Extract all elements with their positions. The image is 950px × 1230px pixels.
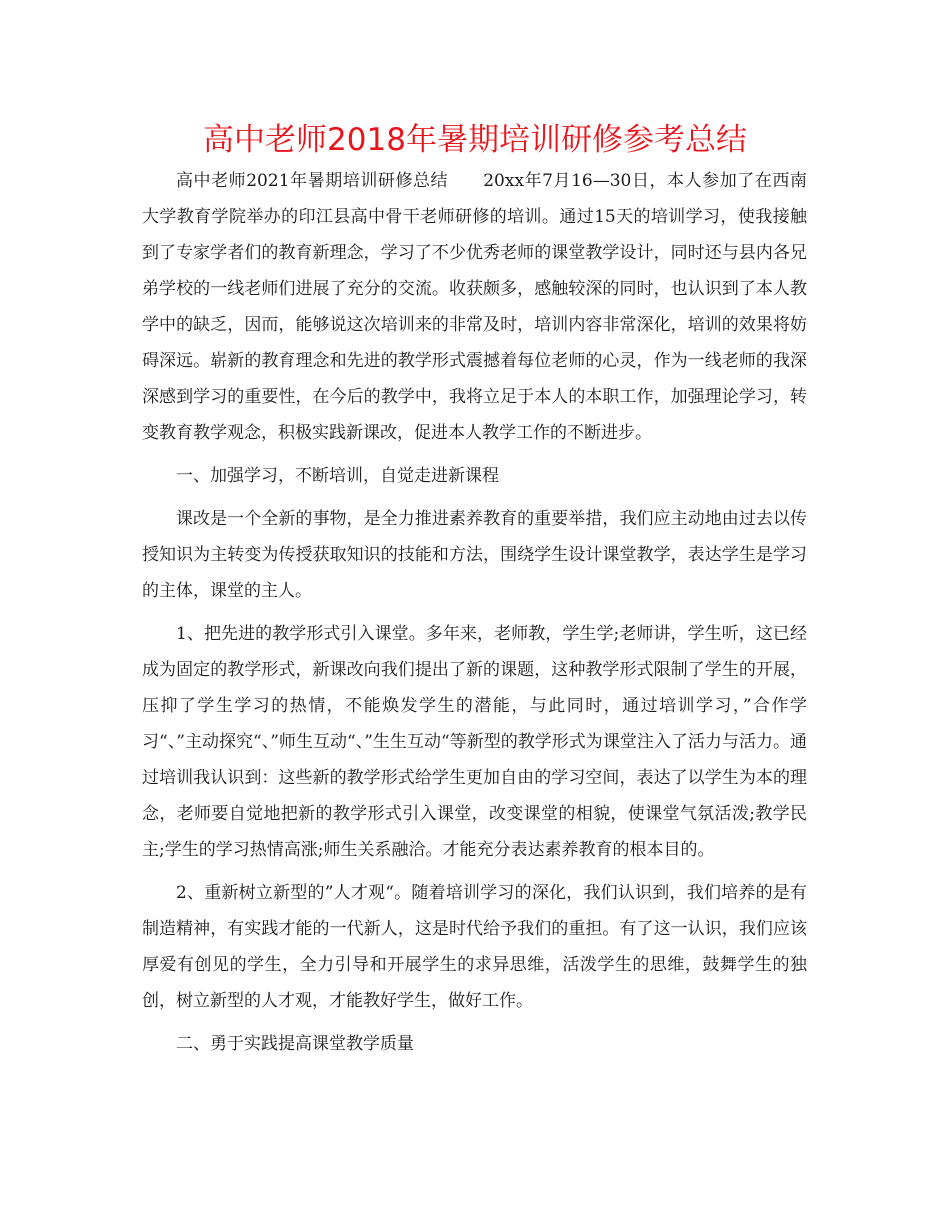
paragraph-point-2: 2、重新树立新型的”人才观“。随着培训学习的深化，我们认识到，我们培养的是有制造精神，有实践才能的一代新人，这是时代给予我们的重担。有了这一认识，我们应该厚爱有创见的学生，全力引导和开展学生的求异思维，活泼学生的思维，鼓舞学生的独创，树立新型的人才观，才能教好学生，做好工作。	[142, 883, 807, 1011]
document-body	[142, 163, 807, 1062]
section-heading-2: 二、勇于实践提高课堂教学质量	[176, 1034, 414, 1054]
paragraph-point-1: 1、把先进的教学形式引入课堂。多年来，老师教，学生学;老师讲，学生听，这已经成为固定的教学形式，新课改向我们提出了新的课题，这种教学形式限制了学生的开展，压抑了学生学习的热情，不能焕发学生的潜能，与此同时，通过培训学习，”合作学习“、”主动探究“、”师生互动“、”生生互动“等新型的教学形式为课堂注入了活力与活力。通过培训我认识到：这些新的教学形式给学生更加自由的学习空间，表达了以学生为本的理念，老师要自觉地把新的教学形式引入课堂，改变课堂的相貌，使课堂气氛活泼;教学民主;学生的学习热情高涨;师生关系融洽。才能充分表达素养教育的根本目的。	[142, 624, 807, 860]
section-heading-1: 一、加强学习，不断培训，自觉走进新课程	[176, 466, 499, 486]
intro-paragraph: 高中老师2021年暑期培训研修总结 20xx年7月16—30日，本人参加了在西南大学教育学院举办的印江县高中骨干老师研修的培训。通过15天的培训学习，使我接触到了专家学者们的教育新理念，学习了不少优秀老师的课堂教学设计，同时还与县内各兄弟学校的一线老师们进展了充分的交流。收获颇多，感触较深的同时，也认识到了本人教学中的缺乏，因而，能够说这次培训来的非常及时，培训内容非常深化，培训的效果将妨碍深远。崭新的教育理念和先进的教学形式震撼着每位老师的心灵，作为一线老师的我深深感到学习的重要性，在今后的教学中，我将立足于本人的本职工作，加强理论学习，转变教育教学观念，积极实践新课改，促进本人教学工作的不断进步。	[142, 171, 807, 443]
paragraph-curriculum-reform: 课改是一个全新的事物，是全力推进素养教育的重要举措，我们应主动地由过去以传授知识为主转变为传授获取知识的技能和方法，围绕学生设计课堂教学，表达学生是学习的主体，课堂的主人。	[142, 509, 807, 601]
document-title: 高中老师2018年暑期培训研修参考总结	[203, 122, 747, 158]
